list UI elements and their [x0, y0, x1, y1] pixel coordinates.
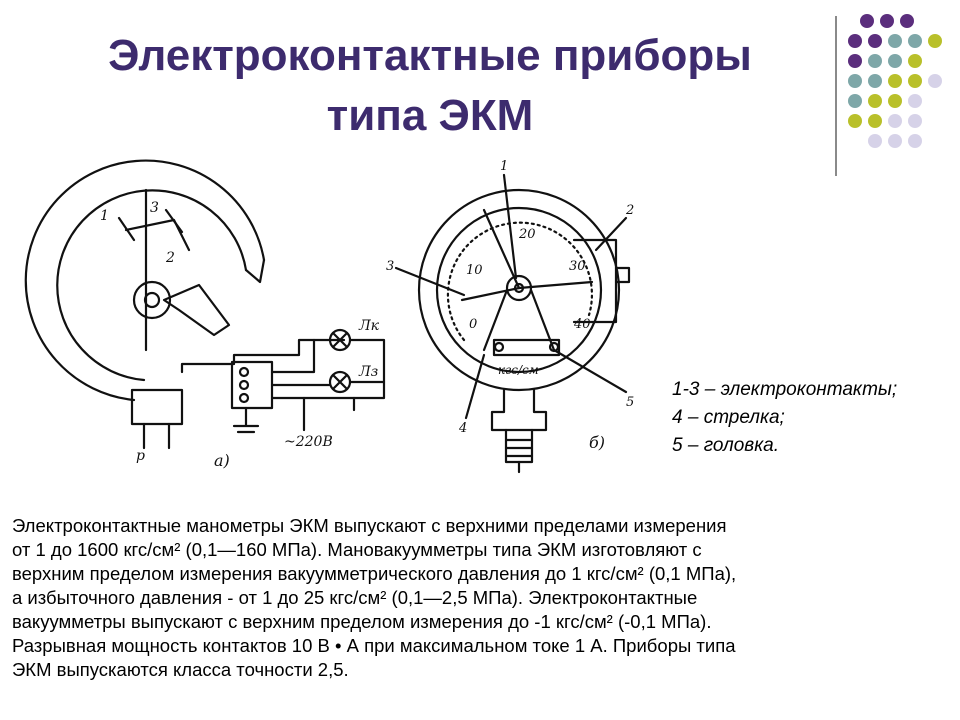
right-label-4: 4	[459, 421, 468, 436]
right-caption: б)	[589, 433, 606, 452]
dot	[860, 14, 874, 28]
paragraph-line: а избыточного давления - от 1 до 25 кгс/см² (0,1—2,5 МПа). Электроконтактные	[12, 587, 698, 608]
paragraph-line: верхним пределом измерения вакуумметрического давления до 1 кгс/см² (0,1 МПа),	[12, 563, 737, 584]
figure-legend	[672, 376, 897, 460]
left-caption: а)	[214, 451, 230, 470]
dot	[848, 74, 862, 88]
right-label-3: 3	[386, 259, 395, 274]
dot	[848, 94, 862, 108]
decorative-divider	[835, 16, 837, 176]
scale-unit: кгс/см	[498, 363, 539, 377]
decorative-dot-grid	[848, 14, 958, 164]
left-label-2: 2	[166, 250, 175, 266]
dot	[868, 54, 882, 68]
paragraph-line: ЭКМ выпускаются класса точности 2,5.	[12, 659, 349, 680]
legend-item: 4 – стрелка;	[672, 407, 785, 428]
paragraph-line: вакуумметры выпускают с верхним пределом измерения до -1 кгс/см² (-0,1 МПа).	[12, 611, 712, 632]
dot	[928, 34, 942, 48]
dot	[868, 94, 882, 108]
dot	[908, 134, 922, 148]
dot	[848, 34, 862, 48]
left-label-3: 3	[150, 200, 159, 216]
scale-10: 10	[466, 263, 483, 278]
dot	[888, 34, 902, 48]
paragraph-line: от 1 до 1600 кгс/см² (0,1—160 МПа). Мановакуумметры типа ЭКМ изготовляют с	[12, 539, 702, 560]
pressure-socket	[132, 390, 182, 424]
dot	[868, 34, 882, 48]
dot	[908, 94, 922, 108]
dot	[848, 114, 862, 128]
dot	[888, 114, 902, 128]
gauge-stem	[492, 390, 546, 430]
scale-40: 40	[574, 317, 591, 332]
dot	[908, 74, 922, 88]
gauge-schematic-figure	[14, 150, 704, 480]
left-label-voltage: ~220В	[284, 434, 333, 450]
dot	[868, 134, 882, 148]
right-label-2: 2	[626, 203, 635, 218]
description-paragraph	[12, 514, 952, 682]
dot	[888, 94, 902, 108]
left-label-1: 1	[100, 208, 109, 224]
left-label-lk: Лк	[359, 318, 380, 334]
left-label-p: р	[136, 448, 145, 464]
dot	[908, 114, 922, 128]
bourdon-tube-inner	[57, 190, 246, 380]
dot	[900, 14, 914, 28]
scale-20: 20	[519, 227, 536, 242]
slide-title	[40, 26, 820, 146]
dot	[908, 54, 922, 68]
right-label-1: 1	[500, 159, 509, 174]
paragraph-line: Разрывная мощность контактов 10 В • А при максимальном токе 1 А. Приборы типа	[12, 635, 736, 656]
title-line-2: типа ЭКМ	[326, 91, 534, 140]
title-line-1: Электроконтактные приборы	[108, 31, 752, 80]
dot	[868, 74, 882, 88]
dot	[928, 74, 942, 88]
right-label-5: 5	[626, 395, 635, 410]
left-label-lz: Лз	[359, 364, 379, 380]
dot	[848, 54, 862, 68]
dot	[868, 114, 882, 128]
paragraph-line: Электроконтактные манометры ЭКМ выпускают с верхними пределами измерения	[12, 515, 727, 536]
scale-0: 0	[469, 317, 478, 332]
dot	[888, 74, 902, 88]
dot	[888, 54, 902, 68]
scale-30: 30	[569, 259, 586, 274]
legend-item: 5 – головка.	[672, 435, 780, 456]
legend-item: 1-3 – электроконтакты;	[672, 379, 898, 400]
terminal-block	[232, 362, 272, 408]
dot	[880, 14, 894, 28]
dot	[888, 134, 902, 148]
dot	[908, 34, 922, 48]
